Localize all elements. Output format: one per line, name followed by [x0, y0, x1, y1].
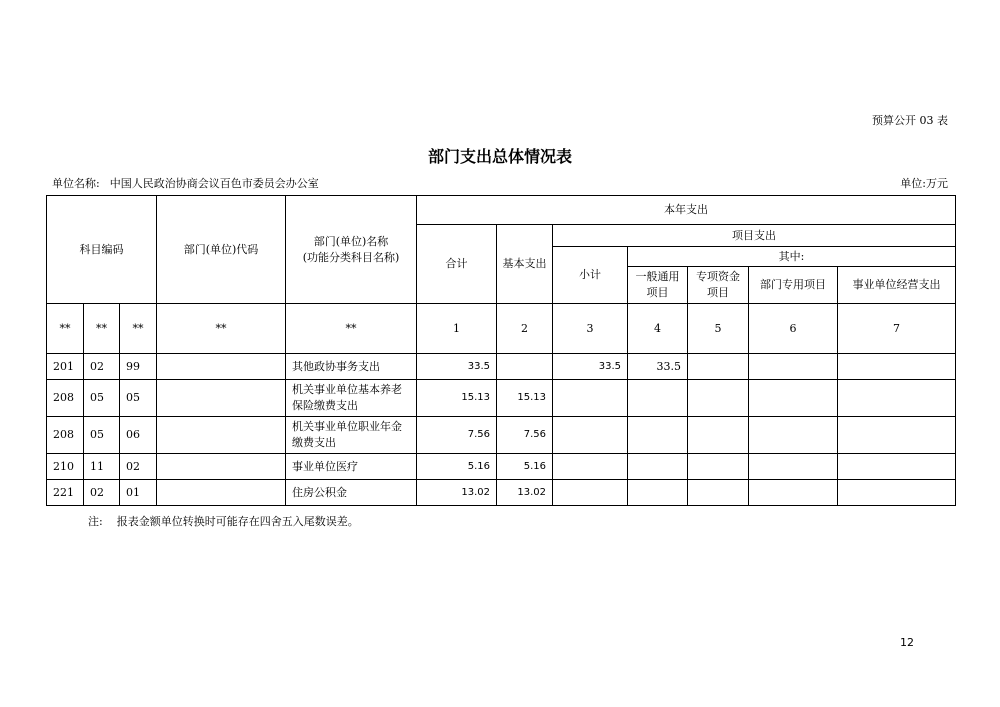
- header-dept-name-line2: (功能分类科目名称): [302, 250, 400, 264]
- index-cell: 5: [688, 304, 749, 354]
- unit-name-value: 中国人民政治协商会议百色市委员会办公室: [109, 177, 319, 190]
- subject-item: 02: [84, 480, 120, 506]
- subject-subitem: 01: [120, 480, 157, 506]
- header-special-line1: 专项资金: [696, 270, 740, 283]
- business-cell: [838, 480, 956, 506]
- page-number: 12: [900, 636, 914, 649]
- dept-code-cell: [157, 354, 286, 380]
- dept-special-cell: [749, 417, 838, 454]
- header-general-line2: 项目: [646, 286, 669, 299]
- dept-name-line1: 事业单位医疗: [292, 459, 358, 473]
- dept-name-cell: [286, 454, 417, 480]
- dept-name-line1: 机关事业单位基本养老: [292, 383, 402, 396]
- unit-name: [52, 175, 319, 191]
- total-cell: 33.5: [417, 354, 497, 380]
- general-cell: [628, 480, 688, 506]
- header-among: 其中:: [628, 247, 956, 267]
- special-cell: [688, 480, 749, 506]
- header-dept-name-line1: 部门(单位)名称: [313, 234, 389, 248]
- dept-name-cell: [286, 380, 417, 417]
- subject-item: 05: [84, 380, 120, 417]
- special-cell: [688, 454, 749, 480]
- dept-name-cell: [286, 354, 417, 380]
- total-cell: 15.13: [417, 380, 497, 417]
- header-dept-code: 部门(单位)代码: [157, 196, 286, 304]
- subject-item: 05: [84, 417, 120, 454]
- subject-subitem: 06: [120, 417, 157, 454]
- subject-class: 208: [47, 380, 84, 417]
- subject-item: 11: [84, 454, 120, 480]
- footnote: [88, 513, 359, 529]
- subject-class: 221: [47, 480, 84, 506]
- dept-code-cell: [157, 454, 286, 480]
- business-cell: [838, 380, 956, 417]
- dept-name-cell: [286, 417, 417, 454]
- index-cell: **: [157, 304, 286, 354]
- index-cell: **: [286, 304, 417, 354]
- header-year-expense: 本年支出: [417, 196, 956, 225]
- dept-name-line1: 住房公积金: [292, 485, 347, 499]
- index-cell: 1: [417, 304, 497, 354]
- table-row: [47, 480, 956, 506]
- index-cell: **: [120, 304, 157, 354]
- subject-item: 02: [84, 354, 120, 380]
- basic-cell: [497, 354, 553, 380]
- dept-name-cell: [286, 480, 417, 506]
- basic-cell: 15.13: [497, 380, 553, 417]
- dept-code-cell: [157, 480, 286, 506]
- subject-class: 208: [47, 417, 84, 454]
- header-general: [628, 267, 688, 304]
- header-project: 项目支出: [553, 225, 956, 247]
- header-business: 事业单位经营支出: [838, 267, 956, 304]
- header-dept-special: 部门专用项目: [749, 267, 838, 304]
- header-subject-code: 科目编码: [47, 196, 157, 304]
- dept-special-cell: [749, 354, 838, 380]
- index-row: [47, 304, 956, 354]
- special-cell: [688, 380, 749, 417]
- header-basic: 基本支出: [497, 225, 553, 304]
- subject-class: 210: [47, 454, 84, 480]
- dept-name-line2: 缴费支出: [292, 436, 336, 449]
- footnote-label: 注:: [88, 515, 103, 528]
- header-special: [688, 267, 749, 304]
- general-cell: [628, 454, 688, 480]
- page-title: 部门支出总体情况表: [427, 147, 572, 166]
- expense-table: [46, 195, 956, 506]
- business-cell: [838, 417, 956, 454]
- general-cell: 33.5: [628, 354, 688, 380]
- index-cell: 3: [553, 304, 628, 354]
- index-cell: **: [84, 304, 120, 354]
- total-cell: 7.56: [417, 417, 497, 454]
- index-cell: 7: [838, 304, 956, 354]
- header-special-line2: 项目: [707, 286, 729, 299]
- dept-name-line1: 其他政协事务支出: [292, 359, 380, 373]
- special-cell: [688, 417, 749, 454]
- total-cell: 13.02: [417, 480, 497, 506]
- dept-code-cell: [157, 380, 286, 417]
- subtotal-cell: 33.5: [553, 354, 628, 380]
- business-cell: [838, 454, 956, 480]
- general-cell: [628, 380, 688, 417]
- total-cell: 5.16: [417, 454, 497, 480]
- subtotal-cell: [553, 480, 628, 506]
- table-row: [47, 417, 956, 454]
- table-row: [47, 380, 956, 417]
- table-row: [47, 354, 956, 380]
- index-cell: **: [47, 304, 84, 354]
- basic-cell: 5.16: [497, 454, 553, 480]
- header-subtotal: 小计: [553, 247, 628, 304]
- basic-cell: 7.56: [497, 417, 553, 454]
- dept-name-line2: 保险缴费支出: [292, 399, 358, 412]
- dept-name-line1: 机关事业单位职业年金: [292, 420, 402, 433]
- currency-unit: 单位:万元: [900, 177, 948, 190]
- general-cell: [628, 417, 688, 454]
- subject-subitem: 02: [120, 454, 157, 480]
- index-cell: 4: [628, 304, 688, 354]
- dept-code-cell: [157, 417, 286, 454]
- footnote-text: 报表金额单位转换时可能存在四舍五入尾数误差。: [116, 515, 359, 528]
- index-cell: 6: [749, 304, 838, 354]
- subtotal-cell: [553, 454, 628, 480]
- header-total: 合计: [417, 225, 497, 304]
- index-cell: 2: [497, 304, 553, 354]
- subject-subitem: 05: [120, 380, 157, 417]
- dept-special-cell: [749, 380, 838, 417]
- business-cell: [838, 354, 956, 380]
- subtotal-cell: [553, 417, 628, 454]
- basic-cell: 13.02: [497, 480, 553, 506]
- header-general-line1: 一般通用: [635, 270, 680, 283]
- special-cell: [688, 354, 749, 380]
- unit-name-label: 单位名称:: [52, 177, 100, 190]
- subject-subitem: 99: [120, 354, 157, 380]
- header-dept-name: [286, 196, 417, 304]
- form-id: 预算公开 03 表: [872, 114, 948, 127]
- dept-special-cell: [749, 480, 838, 506]
- table-row: [47, 454, 956, 480]
- dept-special-cell: [749, 454, 838, 480]
- subject-class: 201: [47, 354, 84, 380]
- subtotal-cell: [553, 380, 628, 417]
